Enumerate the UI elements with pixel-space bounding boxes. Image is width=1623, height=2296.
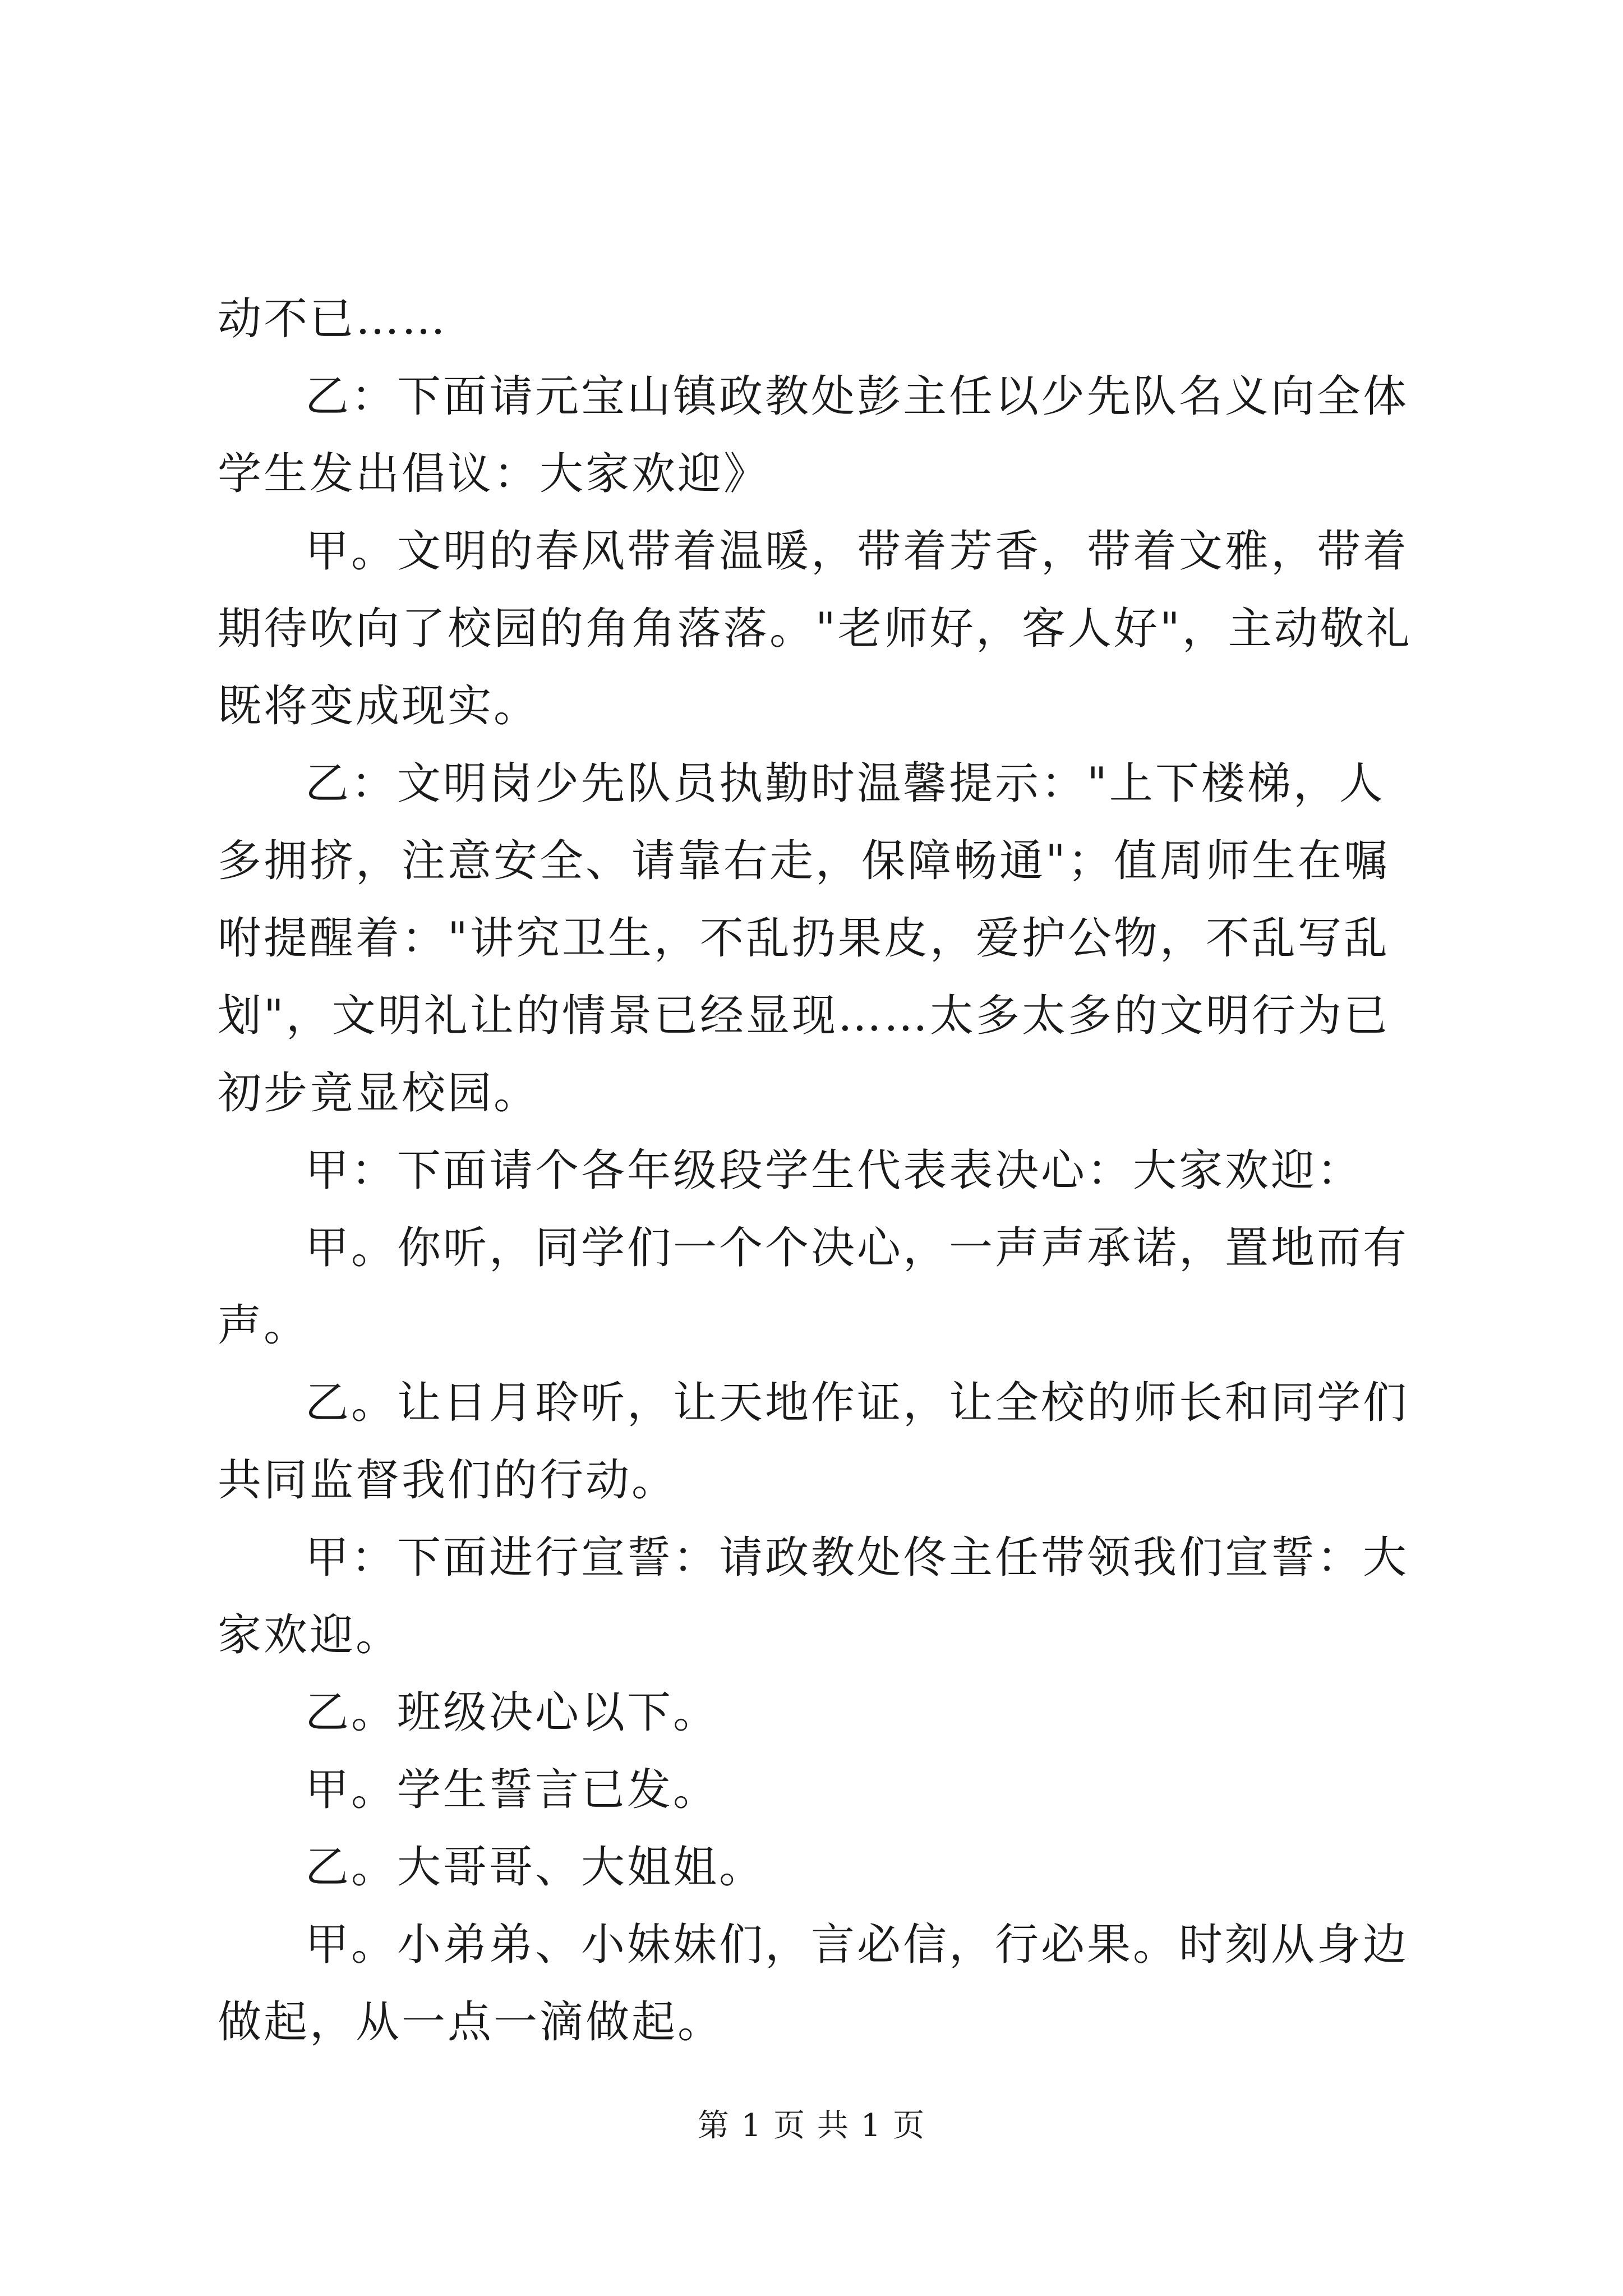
paragraph-8: 甲：下面进行宣誓：请政教处佟主任带领我们宣誓：大家欢迎。 xyxy=(218,1533,1409,1660)
paragraph-1: 动不已…… xyxy=(218,294,448,344)
paragraph-3: 甲。文明的春风带着温暖，带着芳香，带着文雅，带着期待吹向了校园的角角落落。"老师好，客人好"，主动敬礼既将变成现实。 xyxy=(218,526,1412,731)
paragraph-7: 乙。让日月聆听，让天地作证，让全校的师长和同学们共同监督我们的行动。 xyxy=(218,1378,1409,1506)
paragraph-2: 乙：下面请元宝山镇政教处彭主任以少先队名义向全体学生发出倡议：大家欢迎》 xyxy=(218,371,1409,499)
paragraph-10: 甲。学生誓言已发。 xyxy=(305,1765,720,1815)
paragraph-9: 乙。班级决心以下。 xyxy=(305,1687,720,1738)
page-number-footer: 第 1 页 共 1 页 xyxy=(697,2108,926,2144)
document-body xyxy=(218,280,1412,2061)
paragraph-11: 乙。大哥哥、大姐姐。 xyxy=(305,1842,766,1893)
paragraph-5: 甲：下面请个各年级段学生代表表决心：大家欢迎： xyxy=(305,1145,1363,1196)
paragraph-6: 甲。你听，同学们一个个决心，一声声承诺，置地而有声。 xyxy=(218,1223,1409,1351)
paragraph-4: 乙：文明岗少先队员执勤时温馨提示："上下楼梯，人多拥挤，注意安全、请靠右走，保障畅通"；值周师生在嘱咐提醒着："讲究卫生，不乱扔果皮，爱护公物，不乱写乱划"，文明礼让的情景已经显现……太多太多的文明行为已初步竟显校园。 xyxy=(218,758,1390,1119)
paragraph-12: 甲。小弟弟、小妹妹们，言必信，行必果。时刻从身边做起，从一点一滴做起。 xyxy=(218,1920,1409,2047)
